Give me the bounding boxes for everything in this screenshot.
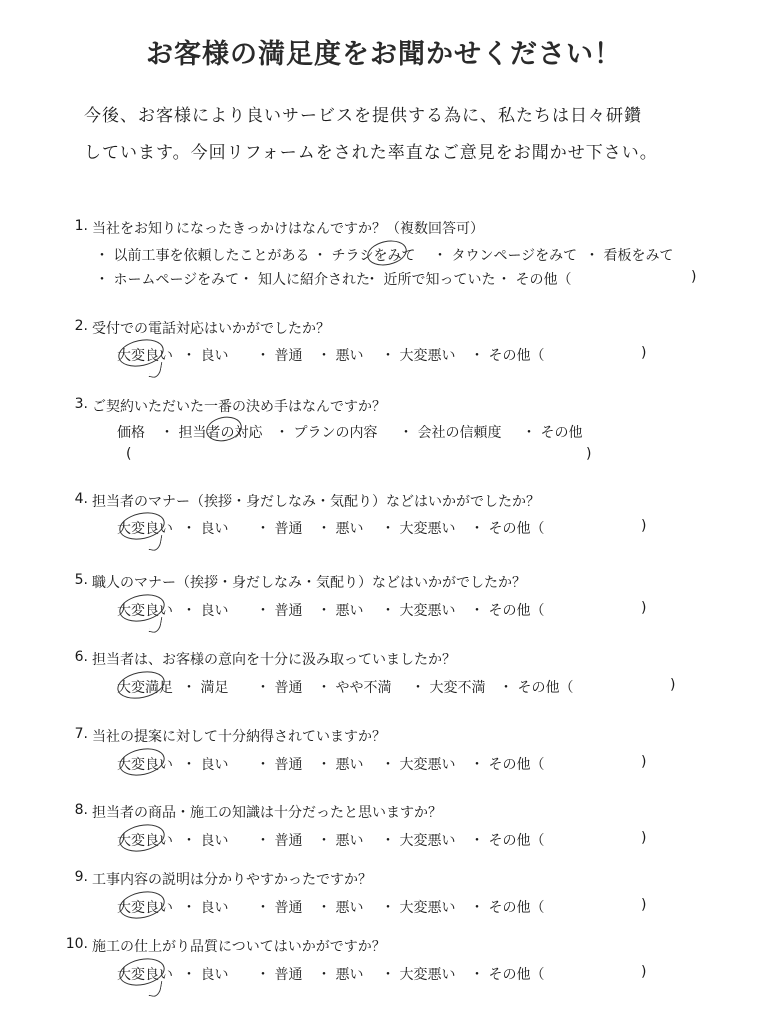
option[interactable]: ・ 良い [182, 833, 229, 849]
option[interactable]: ・ 悪い [317, 900, 364, 916]
option-row [0, 422, 768, 442]
question-text: 施工の仕上がり品質についてはいかがですか？ [92, 939, 386, 955]
option-row [0, 830, 768, 850]
answer-circle-mark [117, 745, 167, 780]
question-number: 7. [74, 726, 88, 742]
close-paren: ) [670, 677, 676, 693]
option[interactable]: 大変良い [117, 348, 173, 364]
answer-circle-mark [117, 888, 167, 923]
option[interactable]: ・ 会社の信頼度 [399, 425, 502, 441]
question-text: ご契約いただいた一番の決め手はなんですか？ [92, 399, 386, 415]
close-paren: ) [586, 446, 592, 462]
option[interactable]: 大変満足 [117, 680, 173, 696]
option-row [0, 897, 768, 917]
question-number: 6. [74, 649, 88, 665]
answer-circle-mark [115, 667, 167, 702]
question-text: 受付での電話対応はいかがでしたか？ [92, 321, 330, 337]
option[interactable]: ・ その他（ [470, 757, 545, 773]
option[interactable]: ・ 大変悪い [381, 900, 456, 916]
option[interactable]: ・ 普通 [256, 757, 303, 773]
option[interactable]: 知人に紹介された [258, 272, 370, 288]
option[interactable]: ・ 悪い [317, 521, 364, 537]
option-row [0, 269, 768, 289]
option[interactable]: ・ 大変悪い [381, 603, 456, 619]
answer-circle-tail [149, 979, 163, 998]
intro-line-2: しています。今回リフォームをされた率直なご意見をお聞かせ下さい。 [84, 143, 658, 163]
option[interactable]: ・ その他（ [499, 680, 574, 696]
option[interactable]: ・ プランの内容 [275, 425, 378, 441]
option[interactable]: ・ 悪い [317, 603, 364, 619]
option[interactable]: ・ 普通 [256, 900, 303, 916]
answer-circle-mark [117, 821, 167, 856]
option-row [0, 677, 768, 697]
option-row [0, 754, 768, 774]
option[interactable]: ・ 悪い [317, 967, 364, 983]
question-number: 1. [74, 218, 88, 234]
answer-circle-tail [149, 615, 163, 634]
option[interactable]: ・ 悪い [317, 833, 364, 849]
close-paren: ) [641, 600, 647, 616]
option[interactable]: ・ 担当者の対応 [160, 425, 263, 441]
option[interactable]: ・ 看板をみて [585, 248, 674, 264]
option[interactable]: ・ 大変悪い [381, 833, 456, 849]
question-text: 当社をお知りになったきっかけはなんですか？（複数回答可） [92, 221, 484, 237]
option[interactable]: ・ やや不満 [317, 680, 392, 696]
question-number: 8. [74, 802, 88, 818]
question-text: 工事内容の説明は分かりやすかったですか？ [92, 872, 372, 888]
option-row [0, 518, 768, 538]
option-row [0, 964, 768, 984]
close-paren: ) [641, 345, 647, 361]
option[interactable]: ・ その他（ [470, 521, 545, 537]
option[interactable]: ・ その他 [522, 425, 583, 441]
option[interactable]: 価格 [117, 425, 145, 441]
option[interactable]: ・ その他（ [470, 603, 545, 619]
question-text: 当社の提案に対して十分納得されていますか？ [92, 729, 386, 745]
option-row [0, 600, 768, 620]
option[interactable]: ・ 良い [182, 348, 229, 364]
question-number: 5. [74, 572, 88, 588]
option[interactable]: ・ その他（ [470, 833, 545, 849]
option[interactable]: ・ 良い [182, 757, 229, 773]
question-number: 2. [74, 318, 88, 334]
close-paren: ) [641, 897, 647, 913]
option[interactable]: 大変良い [117, 967, 173, 983]
close-paren: ) [641, 964, 647, 980]
option[interactable]: ・ 普通 [256, 521, 303, 537]
option-row [0, 245, 768, 265]
option[interactable]: 大変良い [117, 900, 173, 916]
option[interactable]: ・ 普通 [256, 680, 303, 696]
option[interactable]: ・ 大変悪い [381, 967, 456, 983]
option[interactable]: ・ 大変不満 [411, 680, 486, 696]
option[interactable]: ・ 悪い [317, 757, 364, 773]
option[interactable]: ・ 大変悪い [381, 521, 456, 537]
option[interactable]: ・ その他（ [470, 348, 545, 364]
option[interactable]: ・ 良い [182, 967, 229, 983]
option[interactable]: ・ その他（ [497, 272, 572, 288]
option[interactable]: ・ チラシをみて [313, 248, 416, 264]
option[interactable]: 大変良い [117, 603, 173, 619]
question-number: 4. [74, 491, 88, 507]
option[interactable]: ・ 大変悪い [381, 348, 456, 364]
question-number: 10. [65, 936, 88, 952]
option-row [0, 345, 768, 365]
option[interactable]: ・ 良い [182, 900, 229, 916]
option[interactable]: ・ 近所で知っていた [365, 272, 496, 288]
option[interactable]: 大変良い [117, 833, 173, 849]
answer-circle-tail [149, 533, 163, 552]
option[interactable]: ・ 普通 [256, 967, 303, 983]
option[interactable]: ・ 良い [182, 521, 229, 537]
question-number: 3. [74, 396, 88, 412]
option[interactable]: ・ 普通 [256, 348, 303, 364]
intro-line-1: 今後、お客様により良いサービスを提供する為に、私たちは日々研鑽 [84, 106, 642, 126]
close-paren: ) [691, 269, 697, 285]
option[interactable]: ・ 悪い [317, 348, 364, 364]
option[interactable]: 大変良い [117, 521, 173, 537]
close-paren: ) [641, 518, 647, 534]
option[interactable]: ・ 普通 [256, 603, 303, 619]
question-text: 担当者のマナー（挨拶・身だしなみ・気配り）などはいかがでしたか？ [92, 494, 540, 510]
option[interactable]: ・ 良い [182, 603, 229, 619]
question-number: 9. [74, 869, 88, 885]
option[interactable]: ・ 以前工事を依頼したことがある [95, 248, 310, 264]
close-paren: ) [641, 754, 647, 770]
option[interactable]: ・ 大変悪い [381, 757, 456, 773]
open-paren: ( [126, 446, 132, 462]
close-paren: ) [641, 830, 647, 846]
page-title: お客様の満足度をお聞かせください！ [146, 39, 622, 70]
option[interactable]: ・ その他（ [470, 967, 545, 983]
question-text: 担当者の商品・施工の知識は十分だったと思いますか？ [92, 805, 442, 821]
option[interactable]: ・ 満足 [182, 680, 229, 696]
option[interactable]: ・ 普通 [256, 833, 303, 849]
option[interactable]: ・ タウンページをみて [433, 248, 578, 264]
answer-circle-tail [149, 360, 163, 379]
option-row [0, 446, 768, 466]
question-text: 職人のマナー（挨拶・身だしなみ・気配り）などはいかがでしたか？ [92, 575, 526, 591]
option[interactable]: ・ ホームページをみて・ [95, 272, 254, 288]
option[interactable]: ・ その他（ [470, 900, 545, 916]
question-text: 担当者は、お客様の意向を十分に汲み取っていましたか？ [92, 652, 456, 668]
option[interactable]: 大変良い [117, 757, 173, 773]
